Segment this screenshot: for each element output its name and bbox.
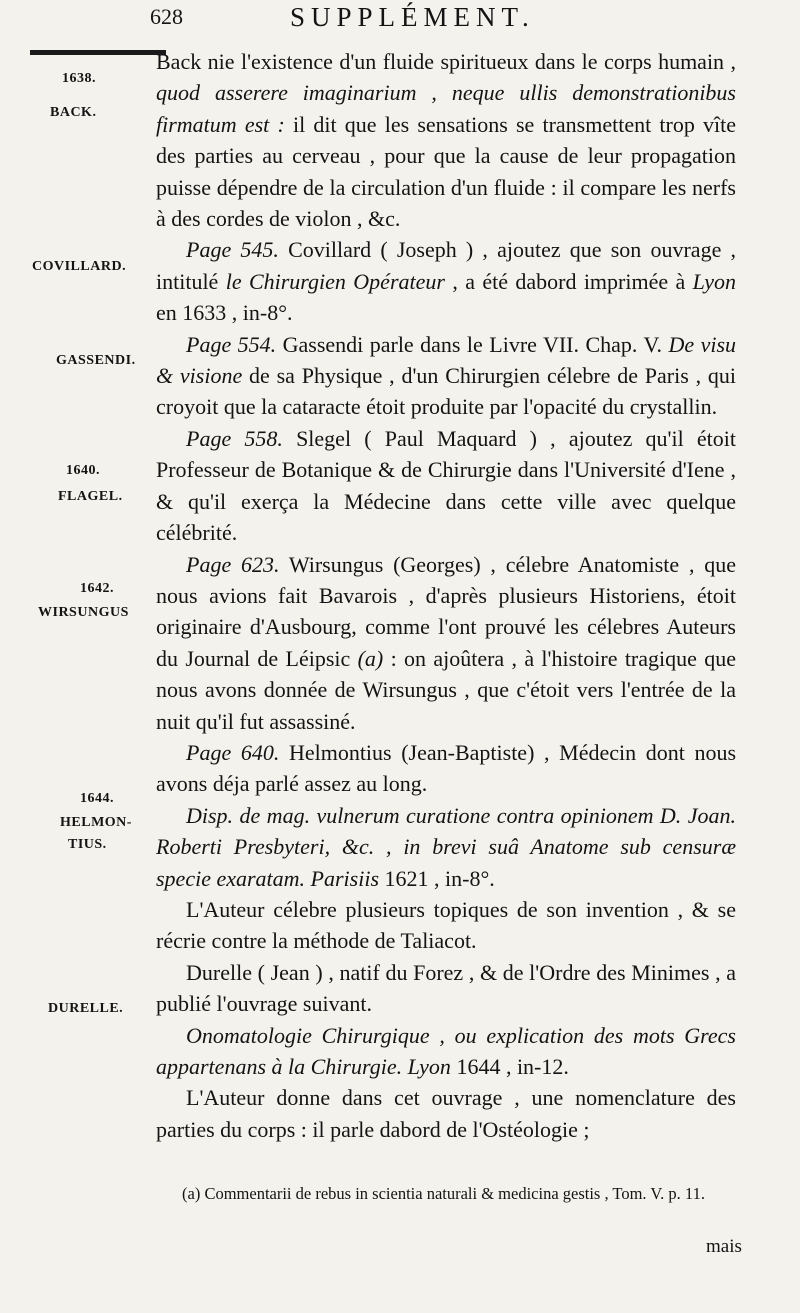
footnote-marker: (a) — [182, 1184, 201, 1203]
text-run: 1644 , in-12. — [450, 1054, 569, 1079]
text-run: Covillard ( Joseph ) , ajoutez que son ouvrage , intitulé — [156, 237, 737, 294]
page-reference: Page 554. — [186, 331, 277, 357]
paragraph-back — [156, 46, 736, 234]
margin-year-1638: 1638. — [62, 71, 96, 86]
margin-name-gassendi: GASSENDI. — [56, 353, 136, 368]
running-title: SUPPLÉMENT. — [290, 2, 535, 32]
text-run: Helmontius (Jean-Baptiste) , Médecin dont nous avons déja parlé assez au long. — [156, 739, 737, 797]
paragraph-last: L'Auteur donne dans cet ouvrage , une nomenclature des parties du corps : il parle dabord de l'Ostéologie ; — [156, 1085, 736, 1142]
text-run: 1621 , in-8°. — [379, 865, 495, 891]
margin-name-back: BACK. — [50, 105, 97, 120]
place-name: Lyon — [692, 268, 736, 294]
paragraph-wirsungus — [156, 549, 736, 737]
paragraph-flagel — [156, 423, 736, 549]
book-title: De visu & visione — [156, 331, 737, 389]
margin-name-helmontius-a: HELMON- — [60, 815, 132, 830]
margin-year-1642: 1642. — [80, 581, 114, 596]
book-title: le Chirurgien Opérateur — [225, 268, 445, 294]
paragraph-durelle: Durelle ( Jean ) , natif du Forez , & de l'Ordre des Minimes , a publié l'ouvrage suivant. — [156, 959, 736, 1017]
margin-year-1644: 1644. — [80, 791, 114, 806]
body-text — [156, 46, 736, 1145]
footnote-reference: (a) — [357, 645, 384, 671]
text-run: Wirsungus (Georges) , célebre Anatomiste , que nous avions fait Bavarois , d'après plusieurs Historiens, étoit originaire d'Ausbourg, comme l'ont prouvé les célebres Auteurs du Journal de Léipsic — [156, 551, 736, 671]
footnote — [182, 1183, 757, 1205]
page-reference: Page 623. — [186, 551, 280, 577]
book-title: Onomatologie Chirurgique , ou explication des mots Grecs appartenans à la Chirurgie. Lyon — [156, 1022, 736, 1079]
paragraph-disp-title — [156, 800, 736, 894]
text-run: Back nie l'existence d'un fluide spiritueux dans le corps humain , — [156, 49, 736, 74]
margin-name-durelle: DURELLE. — [48, 1001, 124, 1016]
footnote-text: Commentarii de rebus in scientia naturali & medicina gestis , Tom. V. p. 11. — [200, 1184, 705, 1203]
page-number: 628 — [150, 4, 183, 29]
paragraph-onomatologie — [156, 1020, 736, 1083]
text-run: en 1633 , in-8°. — [156, 300, 293, 326]
page-reference: Page 640. — [186, 739, 280, 765]
text-run: il dit que les sensations se transmettent trop vîte des parties au cerveau , pour que la cause de leur propagation puisse dépendre de la circulation d'un fluide : il compare les nerfs à des cordes de violon , &c. — [156, 111, 736, 232]
margin-name-covillard: COVILLARD. — [32, 259, 127, 274]
text-run: : on ajoûtera , à l'histoire tragique que nous avons donnée de Wirsungus , que c'étoit vers l'entrée de la nuit qu'il fut assassiné. — [156, 645, 736, 734]
paragraph-auteur: L'Auteur célebre plusieurs topiques de son invention , & se récrie contre la méthode de Taliacot. — [156, 896, 736, 954]
margin-rule — [30, 50, 166, 55]
latin-quote: quod asserere imaginarium , neque ullis demonstrationibus firmatum est : — [156, 80, 736, 137]
margin-name-helmontius-b: TIUS. — [68, 837, 107, 852]
page-header — [150, 4, 790, 38]
paragraph-covillard — [156, 234, 736, 328]
catchword: mais — [706, 1236, 742, 1257]
page-reference: Page 545. — [186, 237, 279, 263]
text-run: Slegel ( Paul Maquard ) , ajoutez qu'il étoit Professeur de Botanique & de Chirurgie dans l'Université d'Iene , & qu'il exerça la Médecine dans cette ville avec quelque célébrité. — [156, 425, 737, 546]
text-run: Gassendi parle dans le Livre VII. Chap. V. — [276, 331, 669, 357]
margin-name-flagel: FLAGEL. — [58, 489, 123, 504]
book-title: Disp. de mag. vulnerum curatione contra opinionem D. Joan. Roberti Presbyteri, &c. , in brevi suâ Anatome sub censuræ specie exaratam. Parisiis — [156, 802, 736, 891]
paragraph-helmontius — [156, 737, 736, 800]
text-run: , a été dabord imprimée à — [444, 268, 693, 294]
margin-year-1640: 1640. — [66, 463, 100, 478]
margin-name-wirsungus: WIRSUNGUS — [38, 605, 129, 620]
page-reference: Page 558. — [186, 425, 283, 451]
paragraph-gassendi — [156, 329, 736, 423]
text-run: de sa Physique , d'un Chirurgien célebre de Paris , qui croyoit que la cataracte étoit produite par l'opacité du crystallin. — [156, 363, 736, 420]
